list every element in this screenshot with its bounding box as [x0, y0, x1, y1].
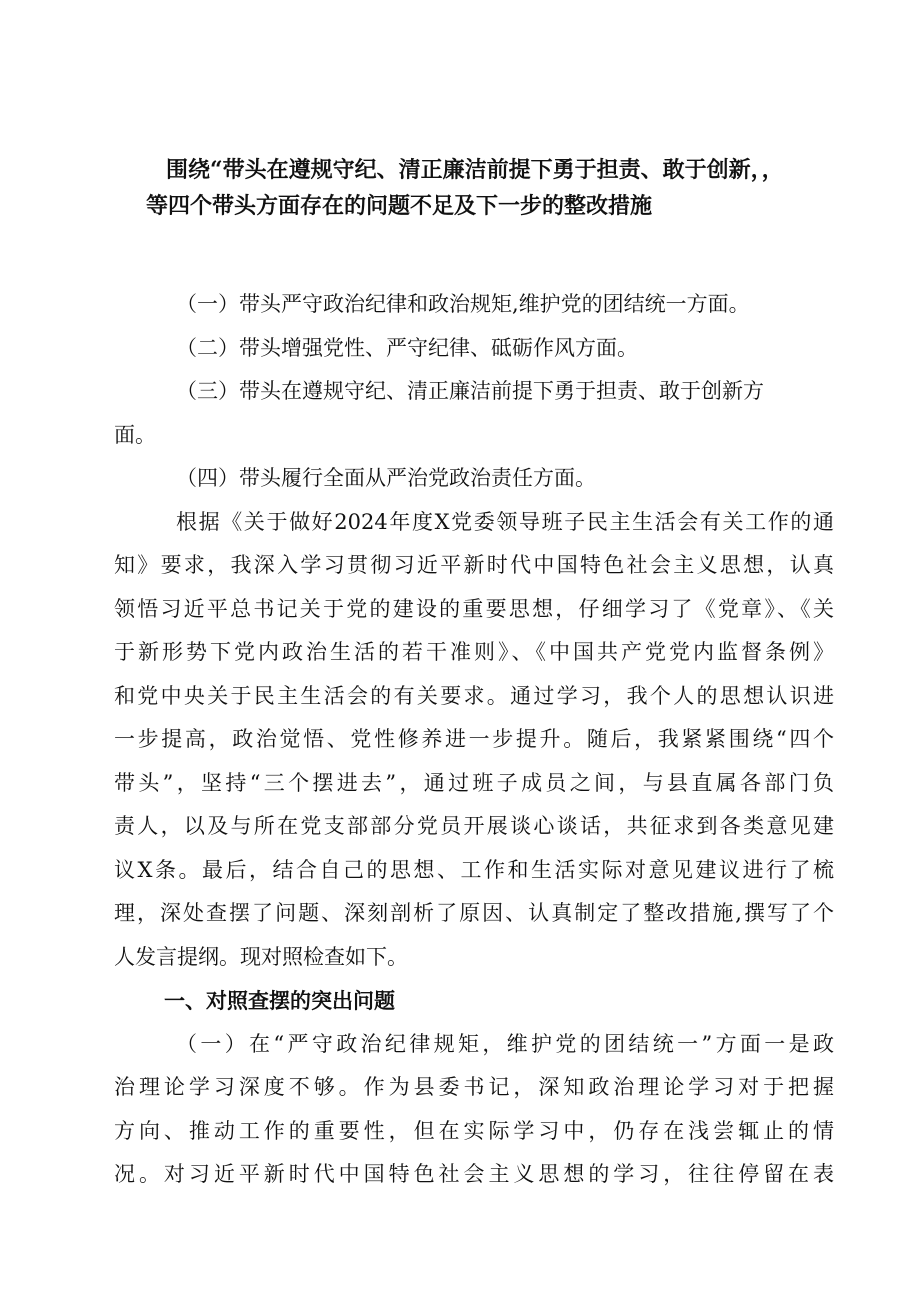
- paragraph-2-line: 治理论学习深度不够。作为县委书记，深知政治理论学习对于把握: [114, 1075, 834, 1099]
- list-item-3: （三）带头在遵规守纪、清正廉洁前提下勇于担责、敢于创新方: [176, 379, 764, 403]
- list-item-2: （二）带头增强党性、严守纪律、砥砺作风方面。: [176, 335, 638, 360]
- paragraph-1-line: 责人，以及与所在党支部部分党员开展谈心谈话，共征求到各类意见建: [114, 814, 834, 838]
- paragraph-1-line: 根据《关于做好2024年度X党委领导班子民主生活会有关工作的通: [176, 509, 834, 534]
- paragraph-1-line: 领悟习近平总书记关于党的建设的重要思想，仔细学习了《党章》、《关: [114, 596, 834, 621]
- paragraph-1-line: 一步提高，政治觉悟、党性修养进一步提升。随后，我紧紧围绕“四个: [114, 727, 834, 751]
- list-item-1: （一）带头严守政治纪律和政治规矩,维护党的团结统一方面。: [176, 292, 750, 316]
- paragraph-1-line: 知》要求，我深入学习贯彻习近平新时代中国特色社会主义思想，认真: [114, 553, 834, 577]
- paragraph-1-line: 议X条。最后，结合自己的思想、工作和生活实际对意见建议进行了梳: [114, 857, 834, 882]
- paragraph-1-line: 和党中央关于民主生活会的有关要求。通过学习，我个人的思想认识进: [114, 683, 834, 708]
- paragraph-2-line: 方向、推动工作的重要性，但在实际学习中，仍存在浅尝辄止的情: [114, 1118, 834, 1143]
- section-heading: 一、对照查摆的突出问题: [164, 988, 395, 1013]
- paragraph-1-line: 理，深处查摆了问题、深刻剖析了原因、认真制定了整改措施,撰写了个: [114, 901, 834, 925]
- document-title: [114, 152, 844, 224]
- paragraph-1-line: 于新形势下党内政治生活的若干准则》、《中国共产党党内监督条例》: [114, 640, 834, 664]
- list-item-4: （四）带头履行全面从严治党政治责任方面。: [176, 466, 596, 490]
- paragraph-2-line: 况。对习近平新时代中国特色社会主义思想的学习，往往停留在表: [114, 1162, 834, 1186]
- paragraph-1-line: 人发言提纲。现对照检查如下。: [114, 944, 408, 969]
- paragraph-2-line: （一）在“严守政治纪律规矩，维护党的团结统一”方面一是政: [176, 1031, 834, 1056]
- paragraph-1-line: 带头”，坚持“三个摆进去”，通过班子成员之间，与县直属各部门负: [114, 770, 834, 795]
- title-line-1: 围绕“带头在遵规守纪、清正廉洁前提下勇于担责、敢于创新，，: [166, 157, 784, 183]
- list-item-3-continued: 面。: [114, 422, 156, 447]
- document-body: [114, 283, 834, 1197]
- title-line-2: 等四个带头方面存在的问题不足及下一步的整改措施: [146, 193, 653, 219]
